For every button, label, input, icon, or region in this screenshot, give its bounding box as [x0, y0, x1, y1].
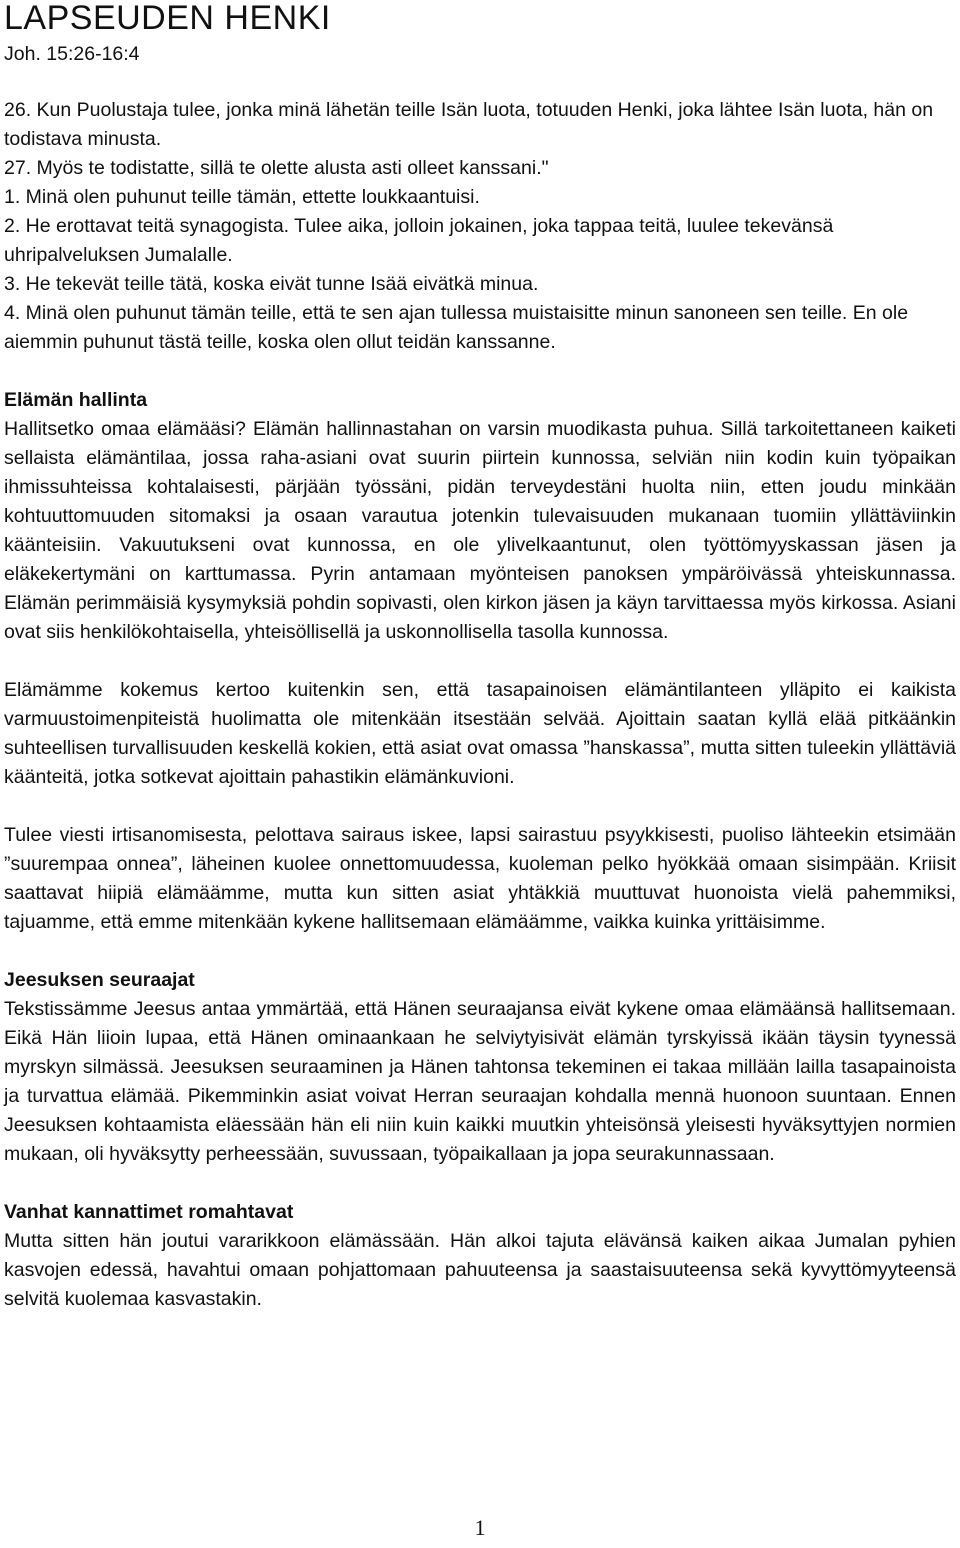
verse-item: 3. He tekevät teille tätä, koska eivät tunne Isää eivätkä minua.: [4, 273, 539, 295]
section-jeesuksen-seuraajat: [4, 966, 956, 1169]
document-page: [4, 0, 956, 1314]
verse-item: 26. Kun Puolustaja tulee, jonka minä lähetän teille Isän luota, totuuden Henki, joka lähtee Isän luota, hän on todistava minusta.: [4, 99, 934, 150]
section-heading: Elämän hallinta: [4, 389, 148, 411]
section-vanhat-kannattimet: [4, 1198, 956, 1314]
document-title: LAPSEUDEN HENKI: [4, 0, 331, 37]
verse-item: 2. He erottavat teitä synagogista. Tulee aika, jolloin jokainen, joka tappaa teitä, luulee tekevänsä uhripalveluksen Jumalalle.: [4, 215, 834, 266]
section-heading: Vanhat kannattimet romahtavat: [4, 1201, 294, 1223]
section-heading: Jeesuksen seuraajat: [4, 969, 195, 991]
scripture-reference: Joh. 15:26-16:4: [4, 43, 140, 65]
verse-item: 1. Minä olen puhunut teille tämän, ettette loukkaantuisi.: [4, 186, 480, 208]
verse-list: [4, 96, 956, 357]
body-paragraph: Tulee viesti irtisanomisesta, pelottava sairaus iskee, lapsi sairastuu psyykkisesti, puoliso lähteekin etsimään ”suurempaa onnea”, läheinen kuolee onnettomuudessa, kuoleman pelko hyökkää omaan sisimpään. Kriisit saattavat hiipiä elämäämme, mutta kun sitten asiat yhtäkkiä muuttuvat huonoista vielä pahemmiksi, tajuamme, että emme mitenkään kykene hallitsemaan elämäämme, vaikka kuinka yrittäisimme.: [4, 824, 956, 933]
body-paragraph: Tekstissämme Jeesus antaa ymmärtää, että Hänen seuraajansa eivät kykene omaa elämäänsä hallitsemaan. Eikä Hän liioin lupaa, että Hänen ominaankaan he selviytyisivät elämän tyrskyissä ikään täysin tyynessä myrskyn silmässä. Jeesuksen seuraaminen ja Hänen tahtonsa tekeminen ei takaa millään lailla tasapainoista ja turvattua elämää. Pikemminkin asiat voivat Herran seuraajan kohdalla mennä huonoon suuntaan. Ennen Jeesuksen kohtaamista eläessään hän eli niin kuin kaikki muutkin yhteisönsä yleisesti hyväksyttyjen normien mukaan, oli hyväksytty perheessään, suvussaan, työpaikallaan ja jopa seurakunnassaan.: [4, 998, 956, 1165]
verse-item: 4. Minä olen puhunut tämän teille, että te sen ajan tullessa muistaisitte minun sanoneen sen teille. En ole aiemmin puhunut tästä teille, koska olen ollut teidän kanssanne.: [4, 302, 909, 353]
body-paragraph: Hallitsetko omaa elämääsi? Elämän hallinnastahan on varsin muodikasta puhua. Sillä tarkoitettaneen kaiketi sellaista elämäntilaa, jossa raha-asiani ovat suurin piirtein kunnossa, selviän niin kodin kuin työpaikan ihmissuhteissa kohtalaisesti, pärjään työssäni, pidän terveydestäni huolta niin, etten joudu minkään kohtuuttomuuden sitomaksi ja osaan varautua jotenkin tulevaisuuden mukanaan tuomiin yllättäviinkin käänteisiin. Vakuutukseni ovat kunnossa, en ole ylivelkaantunut, olen työttömyyskassan jäsen ja eläkekertymäni on karttumassa. Pyrin antamaan myönteisen panoksen ympäröivässä yhteiskunnassa. Elämän perimmäisiä kysymyksiä pohdin sopivasti, olen kirkon jäsen ja käyn tarvittaessa myös kirkossa. Asiani ovat siis henkilökohtaisella, yhteisöllisellä ja uskonnollisella tasolla kunnossa.: [4, 418, 956, 643]
verse-item: 27. Myös te todistatte, sillä te olette alusta asti olleet kanssani.": [4, 157, 549, 179]
page-number: 1: [474, 1515, 486, 1540]
section-elaman-hallinta: [4, 386, 956, 937]
body-paragraph: Elämämme kokemus kertoo kuitenkin sen, että tasapainoisen elämäntilanteen ylläpito ei kaikista varmuustoimenpiteistä huolimatta ole mitenkään itsestään selvää. Ajoittain saatan kyllä elää pitkäänkin suhteellisen turvallisuuden keskellä kokien, että asiat ovat omassa ”hanskassa”, mutta sitten tuleekin yllättäviä käänteitä, jotka sotkevat ajoittain pahastikin elämänkuvioni.: [4, 679, 956, 788]
body-paragraph: Mutta sitten hän joutui vararikkoon elämässään. Hän alkoi tajuta elävänsä kaiken aikaa Jumalan pyhien kasvojen edessä, havahtui omaan pohjattomaan pahuuteensa ja saastaisuuteensa sekä kyvyttömyyteensä selvitä kuolemaa kasvastakin.: [4, 1230, 956, 1310]
